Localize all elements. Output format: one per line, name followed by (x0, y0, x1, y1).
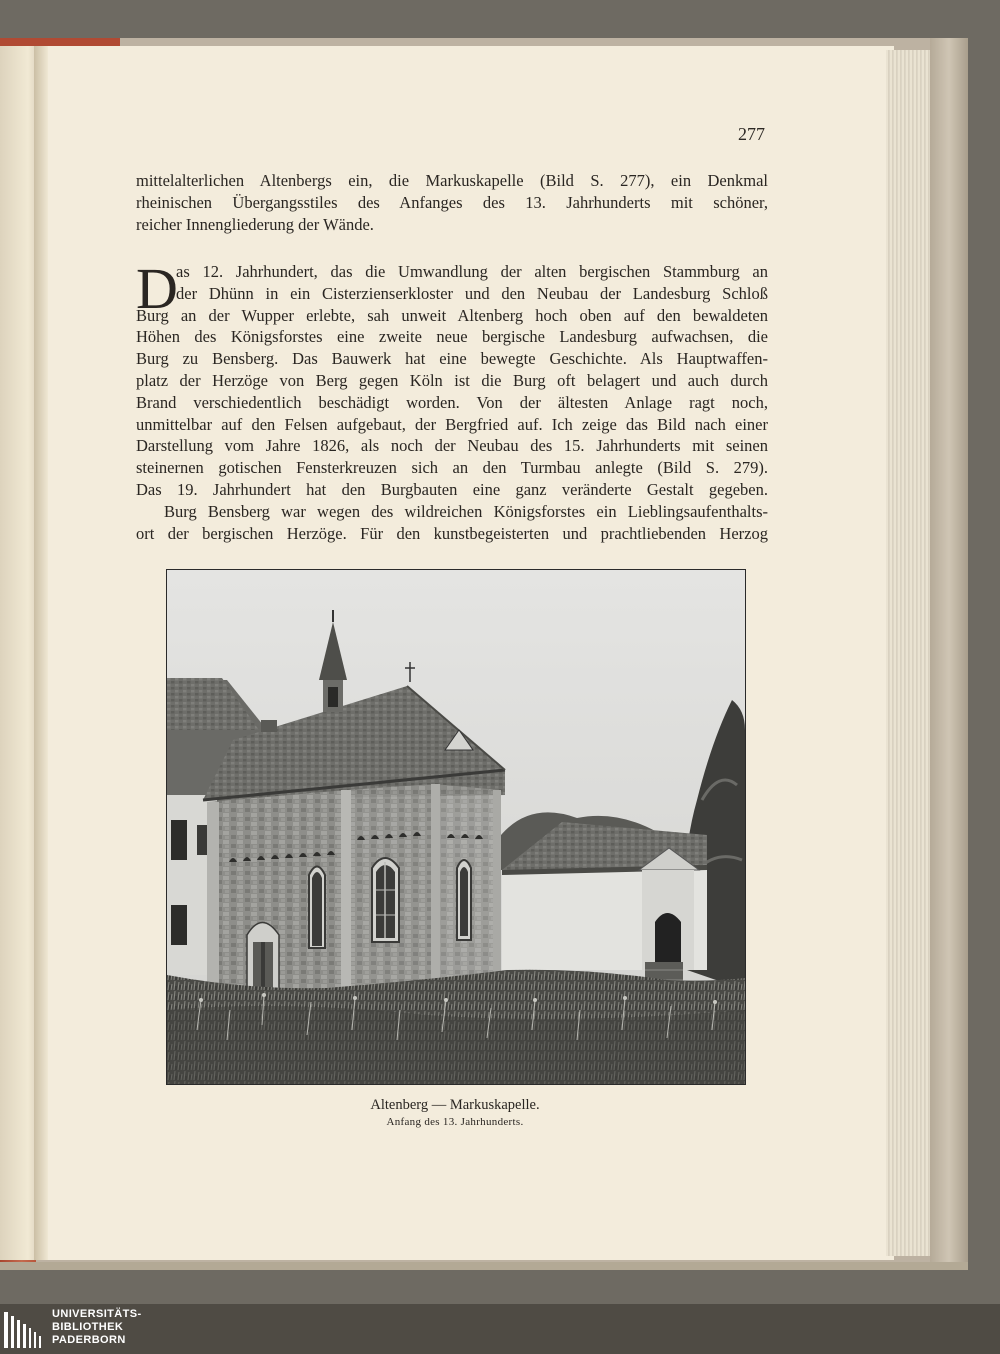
logo-line: UNIVERSITÄTS- (52, 1308, 142, 1320)
text-line: reicher Innengliederung der Wände. (136, 214, 374, 234)
text-line: rheinischen Übergangsstiles des Anfanges des 13. Jahrhunderts mit schöner, (136, 192, 768, 212)
text-line: Burg Bensberg war wegen des wildreichen Königsforstes ein Lieblingsaufenthalts- (164, 502, 768, 521)
paragraph-1 (136, 170, 768, 235)
logo-line: BIBLIOTHEK (52, 1321, 124, 1333)
text-line: Das 19. Jahrhundert hat den Burgbauten eine ganz veränderte Gestalt gegeben. (136, 479, 768, 499)
text-line: steinernen gotischen Fensterkreuzen sich an den Turmbau anlegte (Bild S. 279). (136, 458, 768, 478)
text-line: Darstellung vom Jahre 1826, als noch der Neubau des 15. Jahrhunderts mit seinen (136, 436, 768, 456)
text-line: mittelalterlichen Altenbergs ein, die Markuskapelle (Bild S. 277), ein Denkmal (136, 171, 768, 190)
library-logo-text (52, 1308, 142, 1347)
chapel-photograph (166, 569, 746, 1085)
text-line: Burg an der Wupper erlebte, sah unweit Altenberg hoch oben auf den bewaldeten (136, 305, 768, 325)
chapel-photo-illustration (167, 570, 745, 1084)
cover-bottom-edge (0, 1262, 968, 1270)
text-line: ort der bergischen Herzöge. Für den kunstbegeisterten und prachtliebenden Herzog (136, 523, 768, 543)
text-line: Höhen des Königsforstes eine zweite neue bergische Landesburg aufwachsen, die (136, 327, 768, 347)
paragraph-2 (136, 256, 768, 501)
page-number: 277 (738, 124, 765, 144)
text-line: as 12. Jahrhundert, das die Umwandlung der alten bergischen Stammburg an (176, 262, 768, 281)
page-edges (886, 50, 934, 1256)
text-line: Brand verschiedentlich beschädigt worden. Von der ältesten Anlage ragt noch, (136, 392, 768, 412)
text-line: platz der Herzöge von Berg gegen Köln ist die Burg oft belagert und auch durch (136, 370, 768, 390)
book-spine (930, 38, 968, 1270)
photo-caption-subtitle: Anfang des 13. Jahrhunderts. (386, 1116, 524, 1128)
drop-cap: D (136, 256, 178, 321)
library-logo-icon (4, 1310, 44, 1350)
text-line: unmittelbar auf den Felsen aufgebaut, der Bergfried auf. Ich zeige das Bild nach einer (136, 414, 768, 434)
library-footer (0, 1304, 1000, 1354)
page-gutter (34, 46, 48, 1260)
logo-line: PADERBORN (52, 1334, 126, 1346)
photo-caption-title: Altenberg — Markuskapelle. (370, 1097, 540, 1113)
paragraph-3 (136, 501, 768, 545)
text-line: der Dhünn in ein Cisterzienserkloster und den Neubau der Landesburg Schloß (176, 283, 768, 303)
text-line: Burg zu Bensberg. Das Bauwerk hat eine bewegte Geschichte. Als Hauptwaffen- (136, 349, 768, 369)
